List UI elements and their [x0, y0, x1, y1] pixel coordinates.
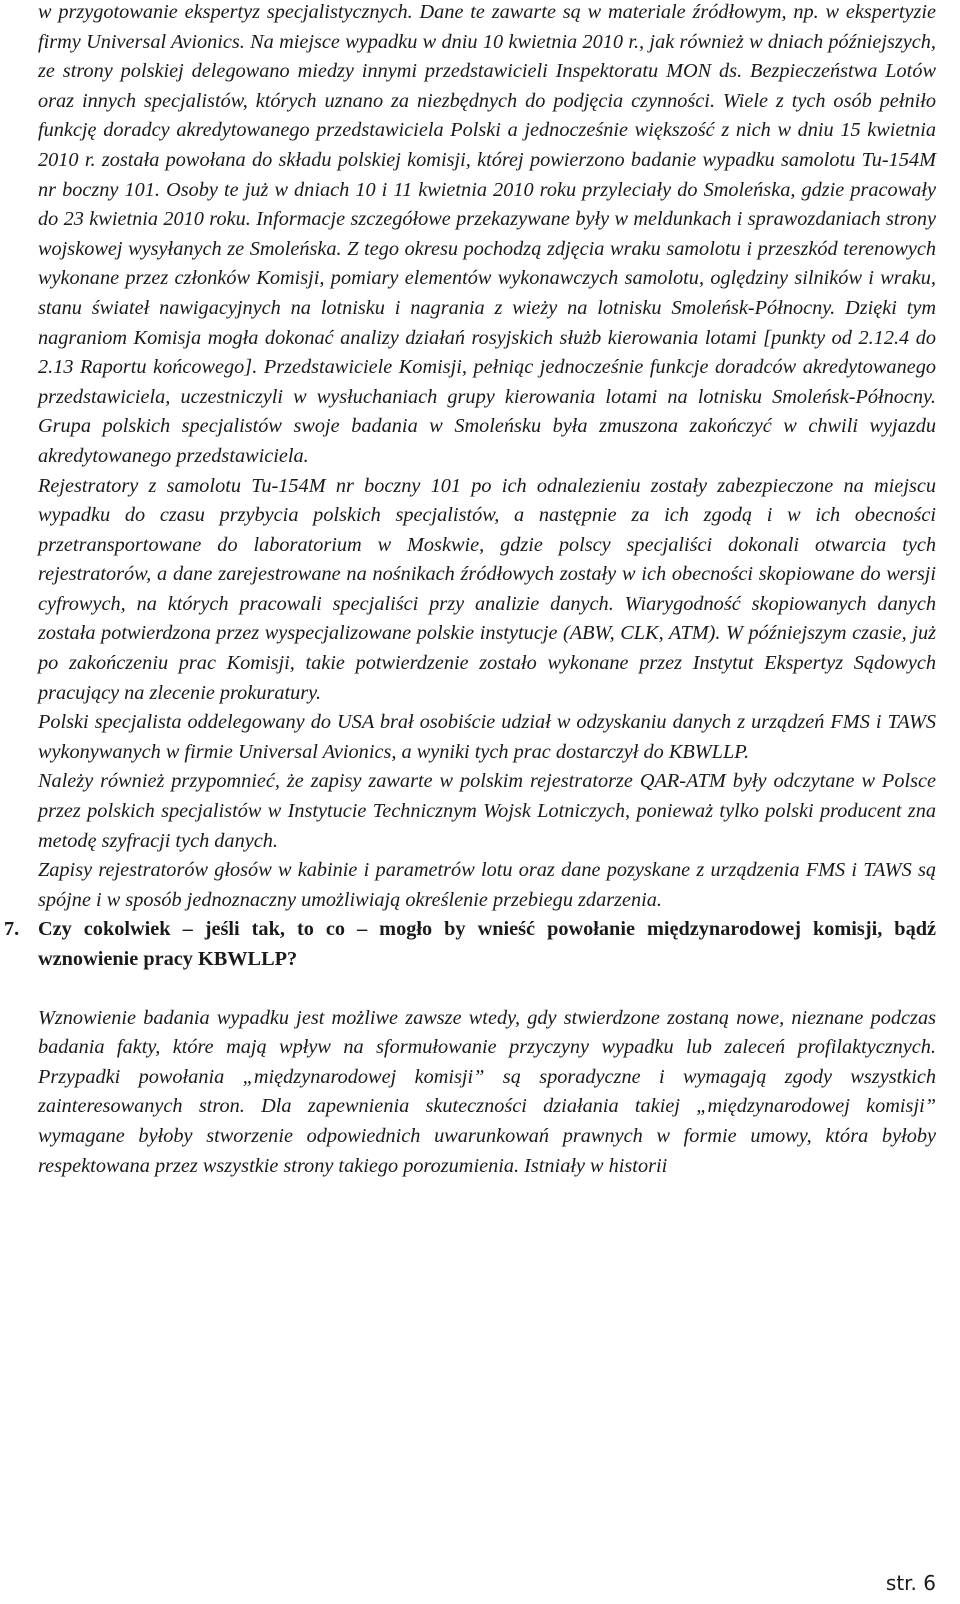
paragraph-recorders: Rejestratory z samolotu Tu-154M nr boczny 101 po ich odnalezieniu zostały zabezpieczone na miejscu wypadku do czasu przybycia polskich specjalistów, a następnie za ich zgodą i w ich obecności przetransportowane do laboratorium w Moskwie, gdzie polscy specjaliści dokonali otwarcia tych rejestratorów, a dane zarejestrowane na nośnikach źródłowych zostały w ich obecności skopiowane do wersji cyfrowych, na których pracowali specjaliści przy analizie danych. Wiarygodność skopiowanych danych została potwierdzona przez wyspecjalizowane polskie instytucje (ABW, CLK, ATM). W późniejszym czasie, już po zakończeniu prac Komisji, takie potwierdzenie zostało wykonane przez Instytut Ekspertyz Sądowych pracujący na zlecenie prokuratury.	[38, 474, 936, 704]
paragraph-consistency: Zapisy rejestratorów głosów w kabinie i parametrów lotu oraz dane pozyskane z urządzenia FMS i TAWS są spójne i w sposób jednoznaczny umożliwiają określenie przebiegu zdarzenia.	[38, 859, 936, 911]
paragraph-qar: Należy również przypomnieć, że zapisy zawarte w polskim rejestratorze QAR-ATM były odczytane w Polsce przez polskich specjalistów w Instytucie Technicznym Wojsk Lotniczych, ponieważ tylko polski producent zna metodę szyfracji tych danych.	[38, 770, 936, 852]
page-number: str. 6	[885, 1571, 936, 1595]
paragraph-answer: Wznowienie badania wypadku jest możliwe zawsze wtedy, gdy stwierdzone zostaną nowe, nieznane podczas badania fakty, które mają wpływ na sformułowanie przyczyny wypadku lub zaleceń profilaktycznych. Przypadki powołania „międzynarodowej komisji” są sporadyczne i wymagają zgody wszystkich zainteresowanych stron. Dla zapewnienia skuteczności działania takiej „międzynarodowej komisji” wymagane byłoby stworzenie odpowiednich uwarunkowań prawnych w formie umowy, która byłoby respektowana przez wszystkie strony takiego porozumienia. Istniały w historii	[38, 1006, 936, 1177]
question-text: Czy cokolwiek – jeśli tak, to co – mogło by wnieść powołanie międzynarodowej komisji, bądź wznowienie pracy KBWLLP?	[38, 918, 936, 970]
paragraph-delegation: w przygotowanie ekspertyz specjalistycznych. Dane te zawarte są w materiale źródłowym, np. w ekspertyzie firmy Universal Avionics. Na miejsce wypadku w dniu 10 kwietnia 2010 r., jak również w dniach późniejszych, ze strony polskiej delegowano miedzy innymi przedstawicieli Inspektoratu MON ds. Bezpieczeństwa Lotów oraz innych specjalistów, których uznano za niezbędnych do podjęcia czynności. Wiele z tych osób pełniło funkcję doradcy akredytowanego przedstawiciela Polski a jednocześnie większość z nich w dniu 15 kwietnia 2010 r. została powołana do składu polskiej komisji, której powierzono badanie wypadku samolotu Tu-154M nr boczny 101. Osoby te już w dniach 10 i 11 kwietnia 2010 roku przyleciały do Smoleńska, gdzie pracowały do 23 kwietnia 2010 roku. Informacje szczegółowe przekazywane były w meldunkach i sprawozdaniach strony wojskowej wysyłanych ze Smoleńska. Z tego okresu pochodzą zdjęcia wraku samolotu i przeszkód terenowych wykonane przez członków Komisji, pomiary elementów wykonawczych samolotu, oględziny silników i wraku, stanu świateł nawigacyjnych na lotnisku i nagrania z wieży na lotnisku Smoleńsk-Północny. Dzięki tym nagraniom Komisja mogła dokonać analizy działań rosyjskich służb kierowania lotami [punkty od 2.12.4 do 2.13 Raportu końcowego]. Przedstawiciele Komisji, pełniąc jednocześnie funkcje doradców akredytowanego przedstawiciela, uczestniczyli w wysłuchaniach grupy kierowania lotami na lotnisku Smoleńsk-Północny. Grupa polskich specjalistów swoje badania w Smoleńsku była zmuszona zakończyć w chwili wyjazdu akredytowanego przedstawiciela.	[38, 1, 936, 467]
document-body	[4, 0, 936, 1181]
spacer	[38, 975, 936, 1004]
question-number: 7.	[4, 918, 20, 941]
question-7	[4, 915, 936, 974]
paragraph-usa-specialist: Polski specjalista oddelegowany do USA brał osobiście udział w odzyskaniu danych z urządzeń FMS i TAWS wykonywanych w firmie Universal Avionics, a wyniki tych prac dostarczył do KBWLLP.	[38, 711, 936, 763]
